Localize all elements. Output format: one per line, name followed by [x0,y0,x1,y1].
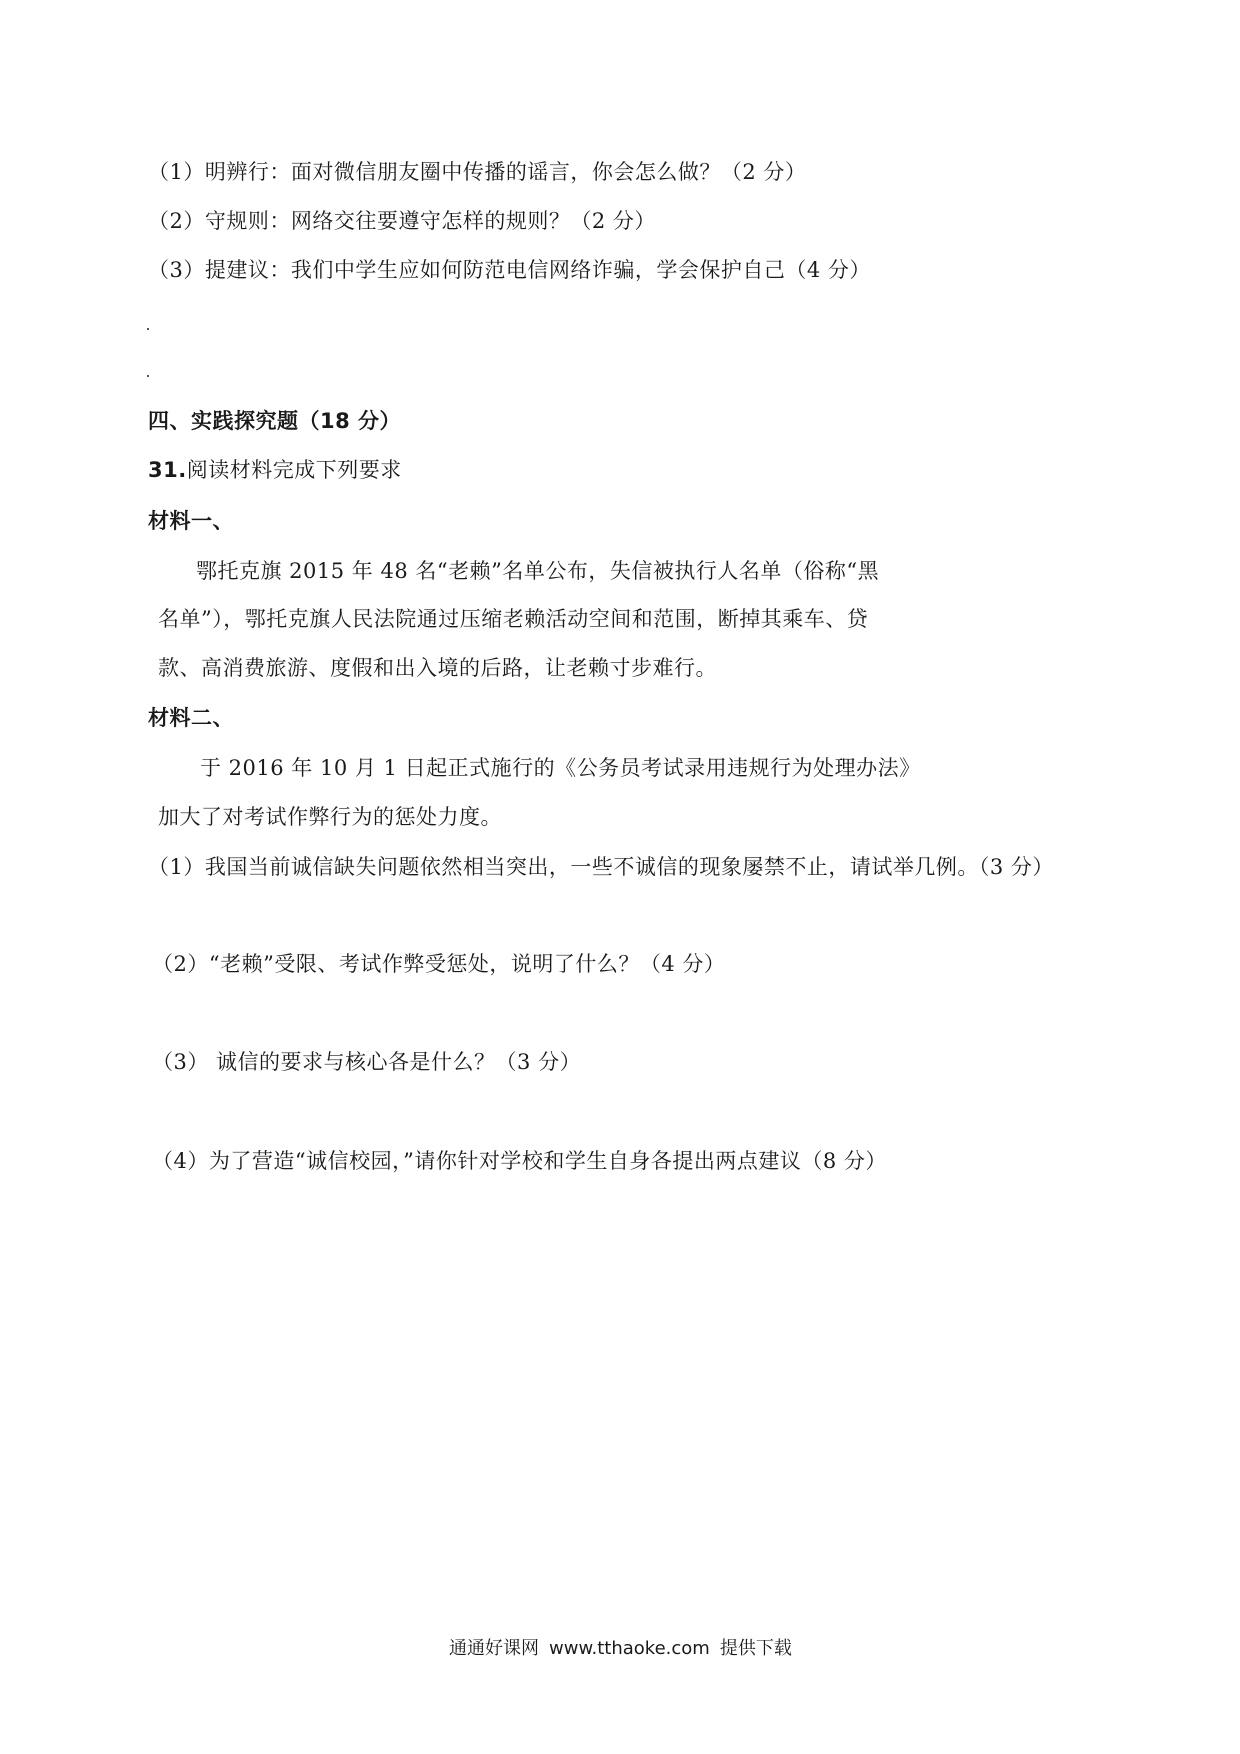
material-2-line-1: 于 2016 年 10 月 1 日起正式施行的《公务员考试录用违规行为处理办法》 [200,756,921,780]
sub-question-1: （1）我国当前诚信缺失问题依然相当突出，一些不诚信的现象屡禁不止，请试举几例。（3 分） [148,855,1054,879]
part3-question-1: （1）明辨行：面对微信朋友圈中传播的谣言，你会怎么做？（2 分） [148,160,807,184]
sub-question-4: （4）为了营造“诚信校园，”请你针对学校和学生自身各提出两点建议（8 分） [152,1149,887,1173]
footer-url[interactable]: www.tthaoke.com [549,1638,710,1659]
stray-mark [147,375,149,377]
material-1-line-2: 名单”），鄂托克旗人民法院通过压缩老赖活动空间和范围，断掉其乘车、贷 [158,607,869,631]
material-2-line-2: 加大了对考试作弊行为的惩处力度。 [158,805,502,829]
material-1-line-1: 鄂托克旗 2015 年 48 名“老赖”名单公布，失信被执行人名单（俗称“黑 [196,559,880,583]
question-31 [148,456,402,484]
material-1-line-3: 款、高消费旅游、度假和出入境的后路，让老赖寸步难行。 [158,656,717,680]
footer-site-name: 通通好课网 [449,1638,539,1659]
sub-question-3: （3） 诚信的要求与核心各是什么？（3 分） [152,1050,582,1074]
part3-question-3: （3）提建议：我们中学生应如何防范电信网络诈骗，学会保护自己（4 分） [148,258,871,282]
section-heading: 四、实践探究题（18 分） [148,409,402,433]
material-2-label: 材料二、 [148,706,234,730]
stray-mark [147,328,149,330]
sub-question-2: （2）“老赖”受限、考试作弊受惩处，说明了什么？（4 分） [152,952,726,976]
material-1-label: 材料一、 [148,509,234,533]
question-text: 阅读材料完成下列要求 [186,458,402,482]
footer [449,1637,802,1661]
part3-question-2: （2）守规则：网络交往要遵守怎样的规则？（2 分） [148,209,656,233]
footer-suffix: 提供下载 [719,1638,792,1659]
question-number: 31. [148,458,187,482]
